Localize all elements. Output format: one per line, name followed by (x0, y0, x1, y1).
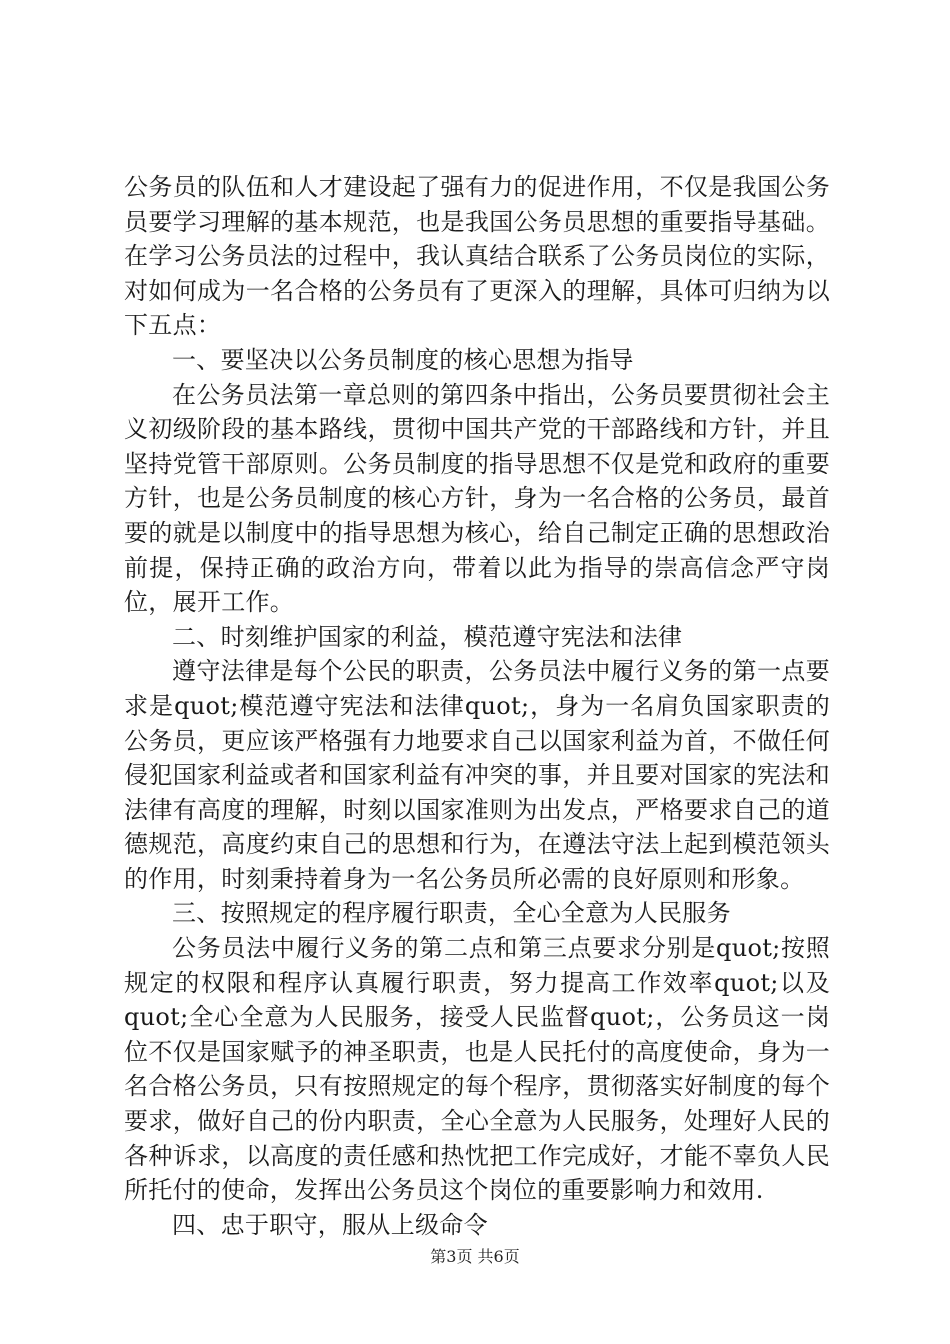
section-heading: 二、时刻维护国家的利益，模范遵守宪法和法律 (172, 622, 683, 651)
section-heading: 三、按照规定的程序履行职责，全心全意为人民服务 (172, 899, 731, 928)
section-heading: 四、忠于职守，服从上级命令 (172, 1210, 488, 1239)
paragraph: 公务员的队伍和人才建设起了强有力的促进作用，不仅是我国公务员要学习理解的基本规范，也是我国公务员思想的重要指导基础。在学习公务员法的过程中，我认真结合联系了公务员岗位的实际，对如何成为一名合格的公务员有了更深入的理解，具体可归纳为以下五点： (124, 173, 830, 340)
section-heading: 一、要坚决以公务员制度的核心思想为指导 (172, 345, 634, 374)
paragraph: 在公务员法第一章总则的第四条中指出，公务员要贯彻社会主义初级阶段的基本路线，贯彻中国共产党的干部路线和方针，并且坚持党管干部原则。公务员制度的指导思想不仅是党和政府的重要方针，也是公务员制度的核心方针，身为一名合格的公务员，最首要的就是以制度中的指导思想为核心，给自己制定正确的思想政治前提，保持正确的政治方向，带着以此为指导的崇高信念严守岗位，展开工作。 (124, 380, 830, 617)
page-footer: 第3页 共6页 (430, 1247, 520, 1266)
paragraph: 公务员法中履行义务的第二点和第三点要求分别是quot;按照规定的权限和程序认真履行职责，努力提高工作效率quot;以及quot;全心全意为人民服务，接受人民监督quot;，公务员这一岗位不仅是国家赋予的神圣职责，也是人民托付的高度使命，身为一名合格公务员，只有按照规定的每个程序，贯彻落实好制度的每个要求，做好自己的份内职责，全心全意为人民服务，处理好人民的各种诉求，以高度的责任感和热忱把工作完成好，才能不辜负人民所托付的使命，发挥出公务员这个岗位的重要影响力和效用. (124, 934, 830, 1205)
document-body (124, 170, 830, 1242)
paragraph: 遵守法律是每个公民的职责，公务员法中履行义务的第一点要求是quot;模范遵守宪法和法律quot;，身为一名肩负国家职责的公务员，更应该严格强有力地要求自己以国家利益为首，不做任何侵犯国家利益或者和国家利益有冲突的事，并且要对国家的宪法和法律有高度的理解，时刻以国家准则为出发点，严格要求自己的道德规范，高度约束自己的思想和行为，在遵法守法上起到模范领头的作用，时刻秉持着身为一名公务员所必需的良好原则和形象。 (124, 657, 830, 893)
